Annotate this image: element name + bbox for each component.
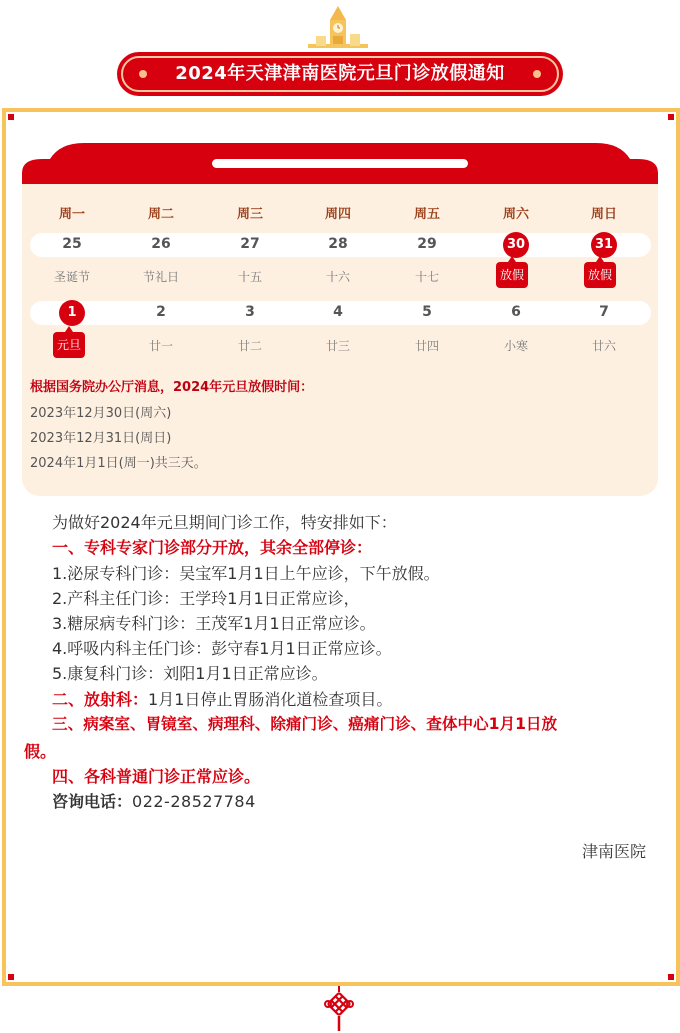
holiday-tag-1: 元旦: [53, 332, 85, 358]
date-4-label: 廿三: [325, 339, 350, 353]
section-4-title: 四、各科普通门诊正常应诊。: [52, 767, 261, 786]
phone-number: 022-28527784: [132, 792, 256, 811]
date-5: 5: [422, 304, 432, 320]
section-3-line-1: 三、病案室、胃镜室、病理科、除痛门诊、癌痛门诊、查体中心1月1日放: [52, 715, 558, 733]
signature: 津南医院: [582, 842, 647, 861]
date-29: 29: [417, 236, 437, 252]
date-7-label: 廿六: [591, 339, 616, 353]
title-banner: [117, 52, 563, 96]
date-4: 4: [333, 304, 343, 320]
date-25: 25: [62, 236, 82, 252]
banner-dot-right: [533, 70, 541, 78]
date-3: 3: [245, 304, 255, 320]
date-6-label: 小寒: [503, 339, 528, 353]
page-title: 2024年天津津南医院元旦门诊放假通知: [175, 63, 505, 84]
intro-text: 为做好2024年元旦期间门诊工作，特安排如下：: [52, 513, 397, 532]
clinic-item-5: 5.康复科门诊：刘阳1月1日正常应诊。: [52, 664, 328, 683]
date-25-label: 圣诞节: [53, 270, 90, 284]
clinic-item-4: 4.呼吸内科主任门诊：彭守春1月1日正常应诊。: [52, 639, 392, 658]
weekday-tue: 周二: [147, 207, 174, 222]
phone-line: [52, 789, 256, 812]
date-27-label: 十五: [237, 270, 262, 284]
weekday-sat: 周六: [502, 207, 529, 222]
section-1-title: 一、专科专家门诊部分开放，其余全部停诊：: [52, 538, 373, 557]
date-5-label: 廿四: [414, 339, 439, 353]
holiday-notice-line-3: 2024年1月1日(周一)共三天。: [30, 456, 207, 471]
clinic-item-1: 1.泌尿专科门诊：吴宝军1月1日上午应诊，下午放假。: [52, 564, 440, 583]
weekday-sun: 周日: [590, 207, 617, 222]
date-1-highlight: 1: [59, 300, 85, 326]
date-28: 28: [328, 236, 348, 252]
holiday-notice-line-1: 2023年12月30日(周六): [30, 406, 172, 421]
date-26: 26: [151, 236, 171, 252]
section-2-text: 1月1日停止胃肠消化道检查项目。: [148, 690, 393, 709]
clinic-item-3: 3.糖尿病专科门诊：王茂军1月1日正常应诊。: [52, 614, 376, 633]
weekday-fri: 周五: [413, 207, 440, 222]
date-27: 27: [240, 236, 260, 252]
date-3-label: 廿二: [237, 339, 262, 353]
holiday-tag-31: 放假: [584, 262, 616, 288]
section-2: [52, 687, 392, 710]
phone-label: 咨询电话：: [52, 792, 133, 811]
weekday-wed: 周三: [236, 207, 263, 222]
weekday-thu: 周四: [324, 207, 351, 222]
date-2: 2: [156, 304, 166, 320]
section-3-line-2: 假。: [24, 742, 57, 761]
weekday-mon: 周一: [58, 207, 85, 222]
clock-tower-icon: [308, 4, 368, 52]
date-2-label: 廿一: [148, 339, 173, 353]
calendar-header: [22, 143, 658, 189]
holiday-notice-line-2: 2023年12月31日(周日): [30, 431, 172, 446]
holiday-notice-title: 根据国务院办公厅消息，2024年元旦放假时间：: [30, 380, 314, 395]
date-31-highlight: 31: [591, 232, 617, 258]
date-7: 7: [599, 304, 609, 320]
date-26-label: 节礼日: [142, 270, 179, 284]
clinic-item-2: 2.产科主任门诊：王学玲1月1日正常应诊，: [52, 589, 360, 608]
date-30-highlight: 30: [503, 232, 529, 258]
chinese-knot-icon: [322, 986, 356, 1032]
holiday-tag-30: 放假: [496, 262, 528, 288]
section-2-title: 二、放射科：: [52, 690, 149, 709]
date-29-label: 十七: [414, 270, 439, 284]
date-28-label: 十六: [325, 270, 350, 284]
date-6: 6: [511, 304, 521, 320]
